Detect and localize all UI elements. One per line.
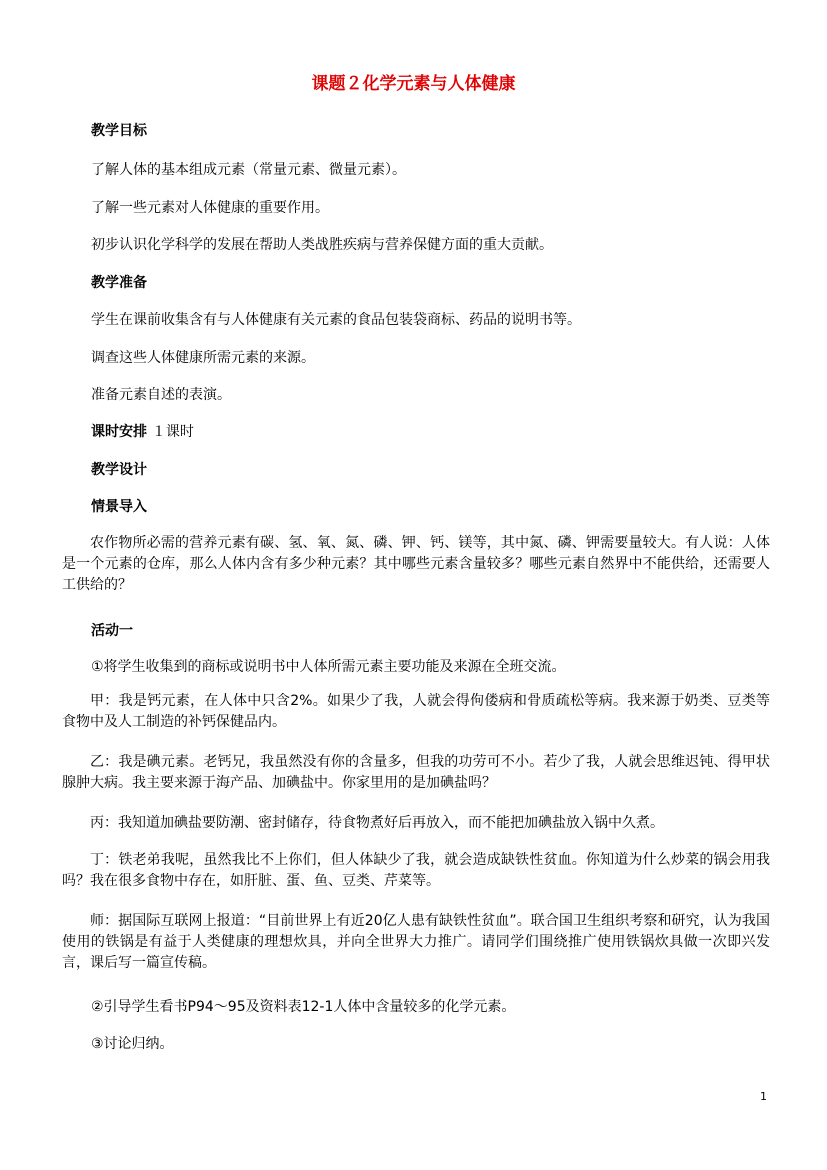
document-title: 课题２化学元素与人体健康 [311, 74, 516, 94]
dialogue-ding: 丁：铁老弟我呢，虽然我比不上你们，但人体缺少了我，就会造成缺铁性贫血。你知道为什么炒菜的锅会用我吗？我在很多食物中存在，如肝脏、蛋、鱼、豆类、芹菜等。 [62, 852, 770, 889]
dialogue-teacher: 师：据国际互联网上报道：“目前世界上有近20亿人患有缺铁性贫血”。联合国卫生组织考察和研究，认为我国使用的铁锅是有益于人类健康的理想炊具，并向全世界大力推广。请同学们围绕推广使用铁锅炊具做一次即兴发言，课后写一篇宣传稿。 [62, 913, 770, 971]
preparation-heading: 教学准备 [91, 275, 147, 291]
activity1-step1: ①将学生收集到的商标或说明书中人体所需元素主要功能及来源在全班交流。 [91, 659, 566, 675]
activity1-heading: 活动一 [91, 623, 133, 639]
schedule-value: １课时 [151, 424, 194, 440]
dialogue-bing: 丙：我知道加碘盐要防潮、密封储存，待食物煮好后再放入，而不能把加碘盐放入锅中久煮。 [90, 815, 664, 831]
activity1-step3: ③讨论归纳。 [91, 1036, 174, 1052]
preparation-item-3: 准备元素自述的表演。 [91, 387, 231, 403]
schedule-line [91, 423, 194, 441]
schedule-label: 课时安排 [91, 424, 147, 440]
intro-heading: 情景导入 [91, 499, 147, 515]
objective-item-1: 了解人体的基本组成元素（常量元素、微量元素）。 [91, 162, 406, 178]
preparation-item-1: 学生在课前收集含有与人体健康有关元素的食品包装袋商标、药品的说明书等。 [91, 312, 581, 328]
objectives-heading: 教学目标 [91, 123, 147, 139]
objective-item-3: 初步认识化学科学的发展在帮助人类战胜疾病与营养保健方面的重大贡献。 [91, 237, 553, 253]
dialogue-yi: 乙：我是碘元素。老钙兄，我虽然没有你的含量多，但我的功劳可不小。若少了我，人就会思维迟钝、得甲状腺肿大病。我主要来源于海产品、加碘盐中。你家里用的是加碘盐吗？ [62, 754, 770, 791]
preparation-item-2: 调查这些人体健康所需元素的来源。 [91, 350, 315, 366]
dialogue-jia: 甲：我是钙元素，在人体中只含2%。如果少了我，人就会得佝偻病和骨质疏松等病。我来源于奶类、豆类等食物中及人工制造的补钙保健品内。 [62, 693, 770, 730]
page-number: 1 [760, 1090, 767, 1103]
design-heading: 教学设计 [91, 462, 147, 478]
activity1-step2: ②引导学生看书P94～95及资料表12-1人体中含量较多的化学元素。 [91, 999, 516, 1015]
intro-paragraph: 农作物所必需的营养元素有碳、氢、氧、氮、磷、钾、钙、镁等，其中氮、磷、钾需要量较大。有人说：人体是一个元素的仓库，那么人体内含有多少种元素？其中哪些元素含量较多？哪些元素自然界中不能供给，还需要人工供给的？ [62, 535, 770, 593]
objective-item-2: 了解一些元素对人体健康的重要作用。 [91, 200, 329, 216]
